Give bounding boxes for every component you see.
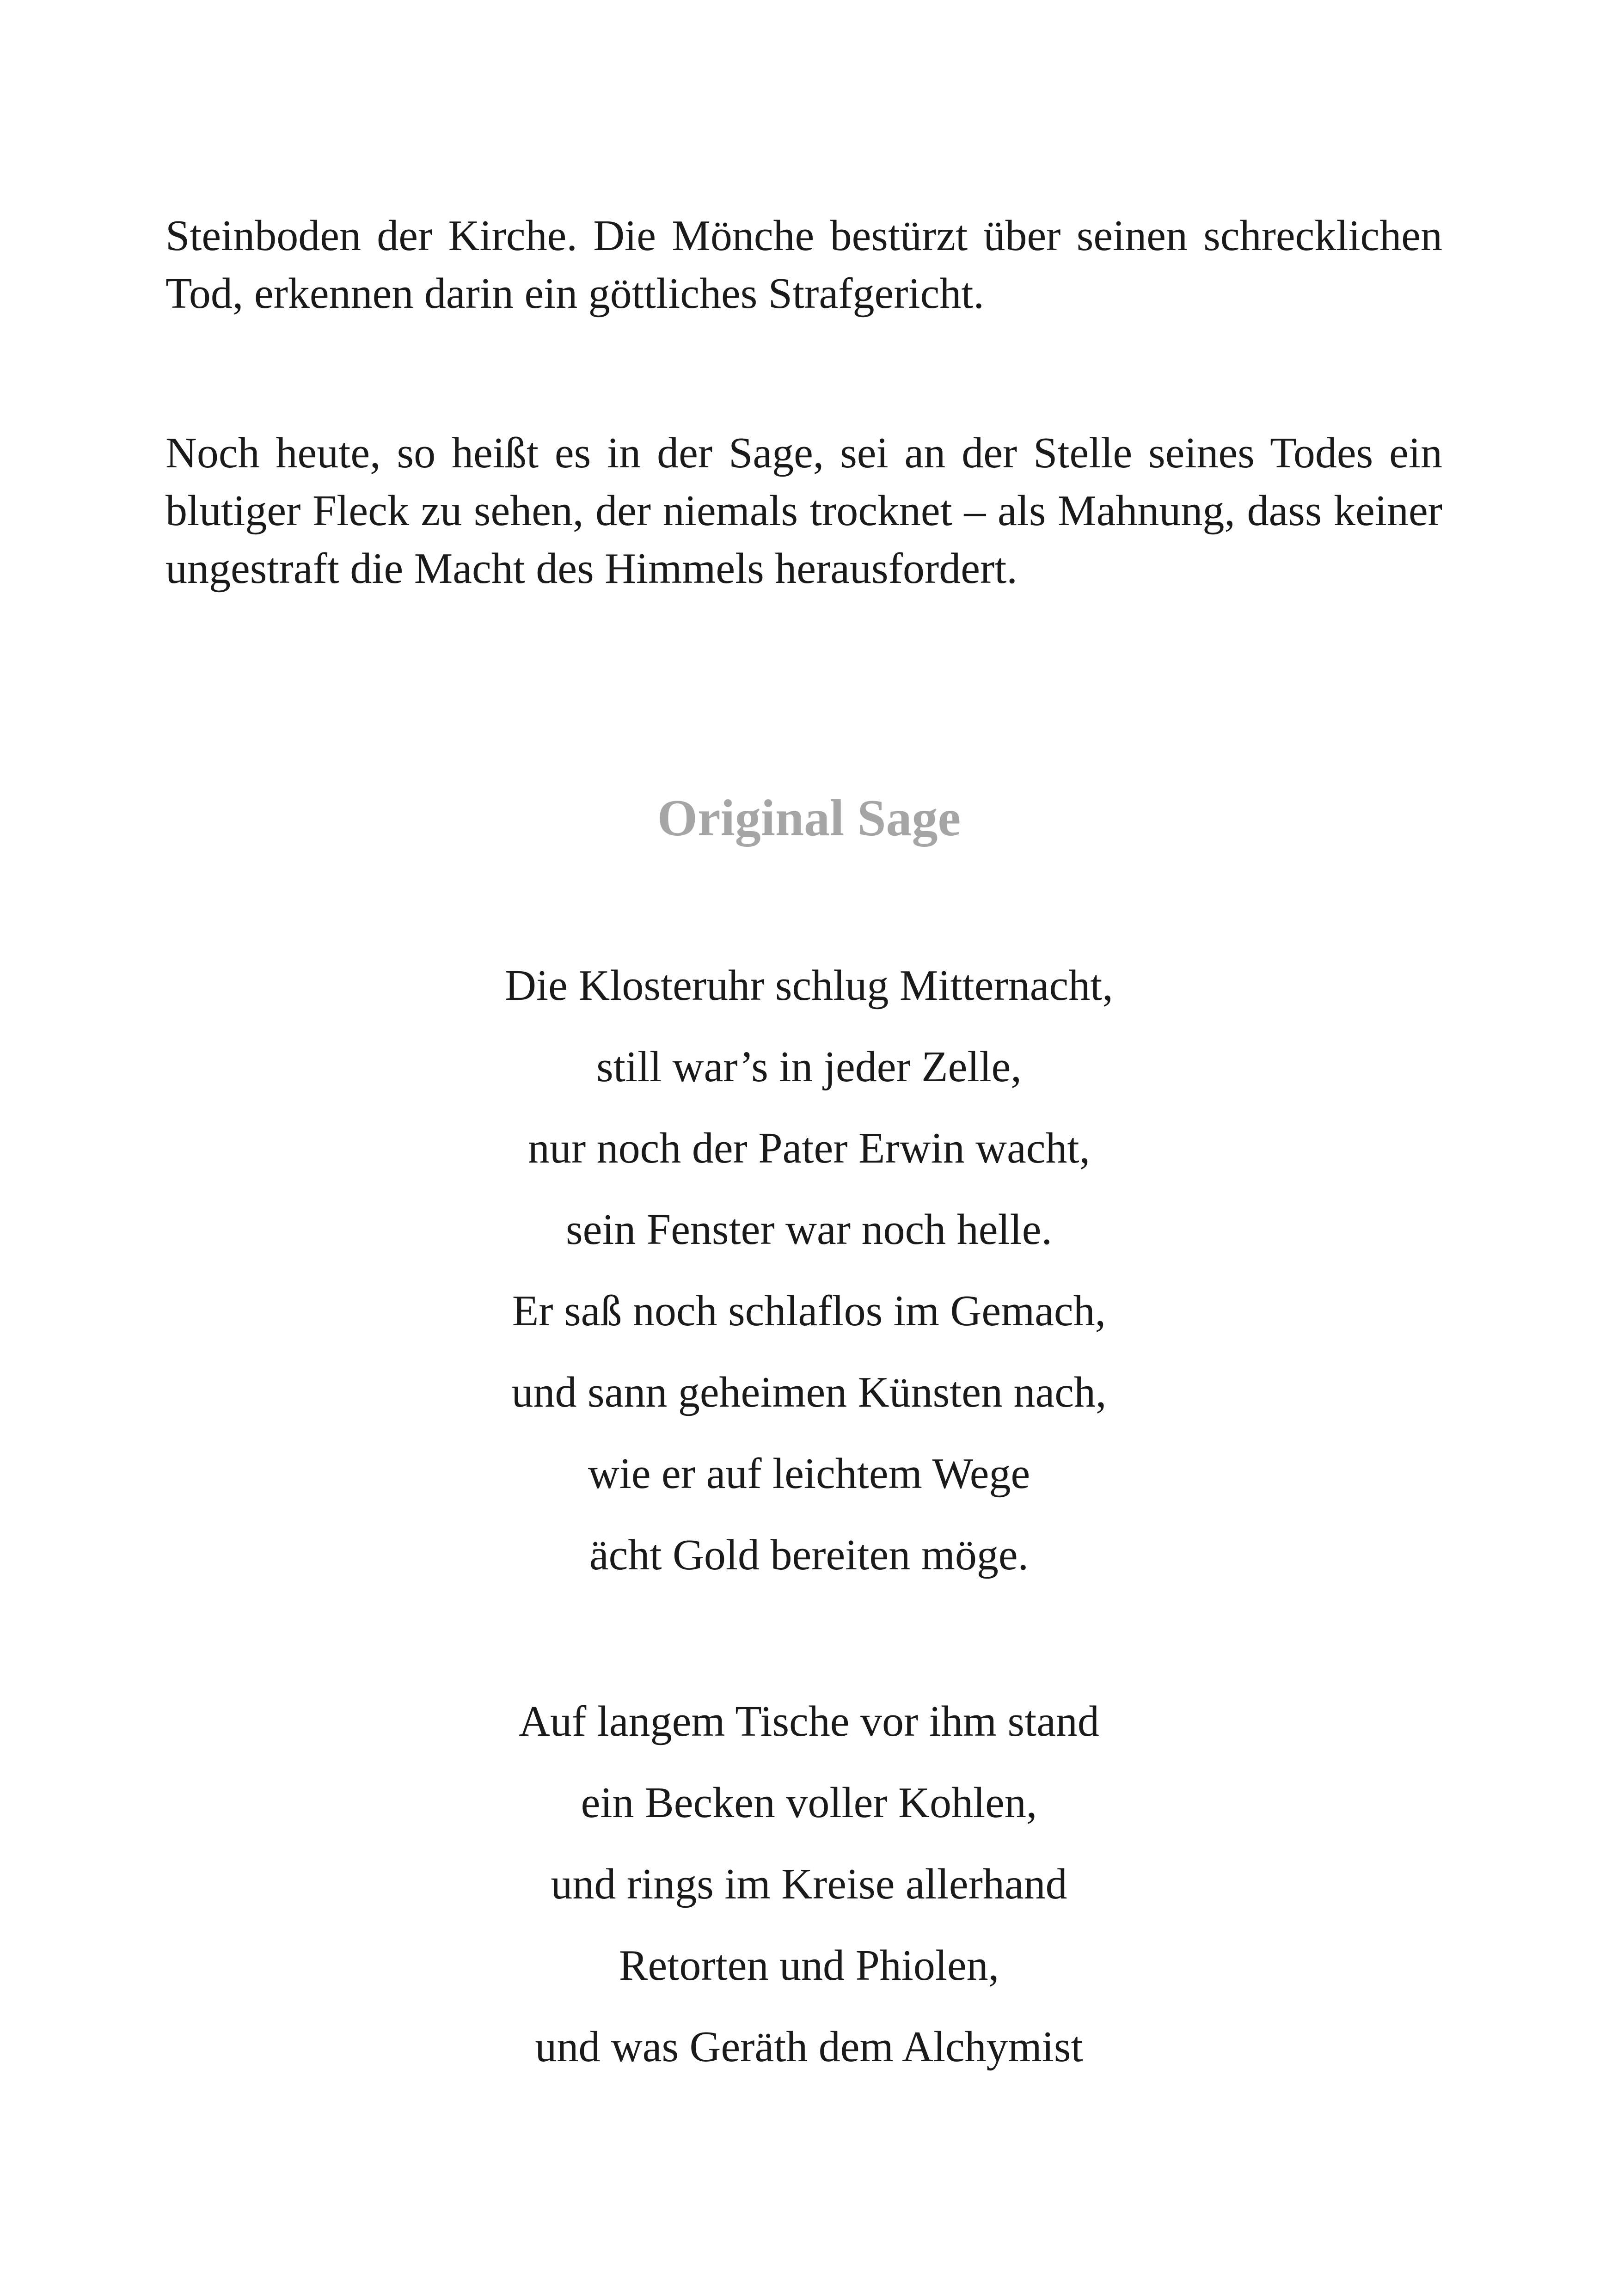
verse-line: Auf langem Tische vor ihm stand: [519, 1697, 1099, 1745]
verse-line: nur noch der Pater Erwin wacht,: [527, 1124, 1091, 1172]
verse-line: ächt Gold bereiten möge.: [589, 1531, 1029, 1579]
prose-paragraph-1: Steinboden der Kirche. Die Mönche bestürzt über seinen schrecklichen Tod, erkennen darin ein göttliches Strafgericht.: [165, 212, 1442, 318]
verse-line: und sann geheimen Künsten nach,: [511, 1368, 1107, 1416]
verse-line: wie er auf leichtem Wege: [588, 1450, 1030, 1498]
verse-line: still war’s in jeder Zelle,: [596, 1043, 1022, 1091]
prose-paragraph-2: Noch heute, so heißt es in der Sage, sei an der Stelle seines Todes ein blutiger Fleck zu sehen, der niemals trocknet – als Mahnung, dass keiner ungestraft die Macht des Himmels herausfordert.: [165, 429, 1442, 593]
verse-line: sein Fenster war noch helle.: [566, 1206, 1052, 1254]
verse-line: Er saß noch schlaflos im Gemach,: [512, 1287, 1106, 1335]
verse-line: und was Geräth dem Alchymist: [535, 2023, 1083, 2071]
poem-stanza-1: [0, 953, 1618, 1604]
poem-stanza-2: [0, 1689, 1618, 2096]
verse-line: und rings im Kreise allerhand: [551, 1860, 1067, 1908]
verse-line: ein Becken voller Kohlen,: [581, 1779, 1037, 1827]
verse-line: Retorten und Phiolen,: [619, 1941, 999, 1990]
section-title: Original Sage: [657, 790, 961, 847]
verse-line: Die Klosteruhr schlug Mitternacht,: [505, 961, 1113, 1010]
